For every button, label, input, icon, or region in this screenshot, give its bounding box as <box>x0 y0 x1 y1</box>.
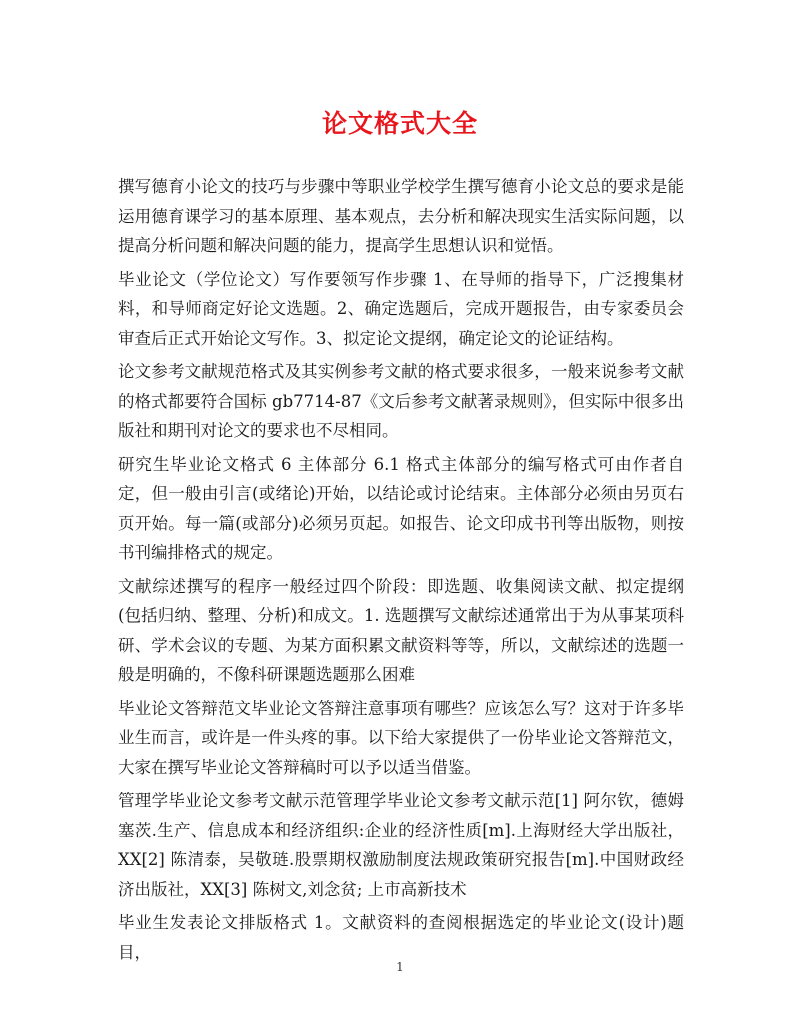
paragraph-6: 毕业论文答辩范文毕业论文答辩注意事项有哪些？应该怎么写？这对于许多毕业生而言，或许是一件头疼的事。以下给大家提供了一份毕业论文答辩范文，大家在撰写毕业论文答辩稿时可以予以适当借鉴。 <box>118 698 684 777</box>
paragraph-8: 毕业生发表论文排版格式 1。文献资料的查阅根据选定的毕业论文(设计)题目， <box>118 913 684 962</box>
paragraph-1: 撰写德育小论文的技巧与步骤中等职业学校学生撰写德育小论文总的要求是能运用德育课学习的基本原理、基本观点，去分析和解决现实生活实际问题，以提高分析问题和解决问题的能力，提高学生思想认识和觉悟。 <box>118 177 684 255</box>
paragraph-2: 毕业论文（学位论文）写作要领写作步骤 1、在导师的指导下，广泛搜集材料，和导师商定好论文选题。2、确定选题后，完成开题报告，由专家委员会审查后正式开始论文写作。3、拟定论文提纲，确定论文的论证结构。 <box>118 269 684 348</box>
document-title: 论文格式大全 <box>321 109 478 138</box>
paragraph-5: 文献综述撰写的程序一般经过四个阶段：即选题、收集阅读文献、拟定提纲(包括归纳、整理、分析)和成文。1. 选题撰写文献综述通常出于为从事某项科研、学术会议的专题、为某方面积累文献资料等等，所以，文献综述的选题一般是明确的，不像科研课题选题那么困难 <box>118 576 684 684</box>
document-body <box>118 172 684 971</box>
page-number: 1 <box>396 960 404 974</box>
paragraph-7: 管理学毕业论文参考文献示范管理学毕业论文参考文献示范[1] 阿尔钦，德姆塞茨.生产、信息成本和经济组织:企业的经济性质[m].上海财经大学出版社，XX[2] 陈清泰，吴敬琏.股票期权激励制度法规政策研究报告[m].中国财政经济出版社，XX[3] 陈树文,刘念贫; 上市高新技术 <box>118 791 684 899</box>
paragraph-3: 论文参考文献规范格式及其实例参考文献的格式要求很多，一般来说参考文献的格式都要符合国标 gb7714-87《文后参考文献著录规则》，但实际中很多出版社和期刊对论文的要求也不尽相同。 <box>118 362 684 440</box>
paragraph-4: 研究生毕业论文格式 6 主体部分 6.1 格式主体部分的编写格式可由作者自定，但一般由引言(或绪论)开始，以结论或讨论结束。主体部分必须由另页右页开始。每一篇(或部分)必须另页起。如报告、论文印成书刊等出版物，则按书刊编排格式的规定。 <box>118 454 684 562</box>
